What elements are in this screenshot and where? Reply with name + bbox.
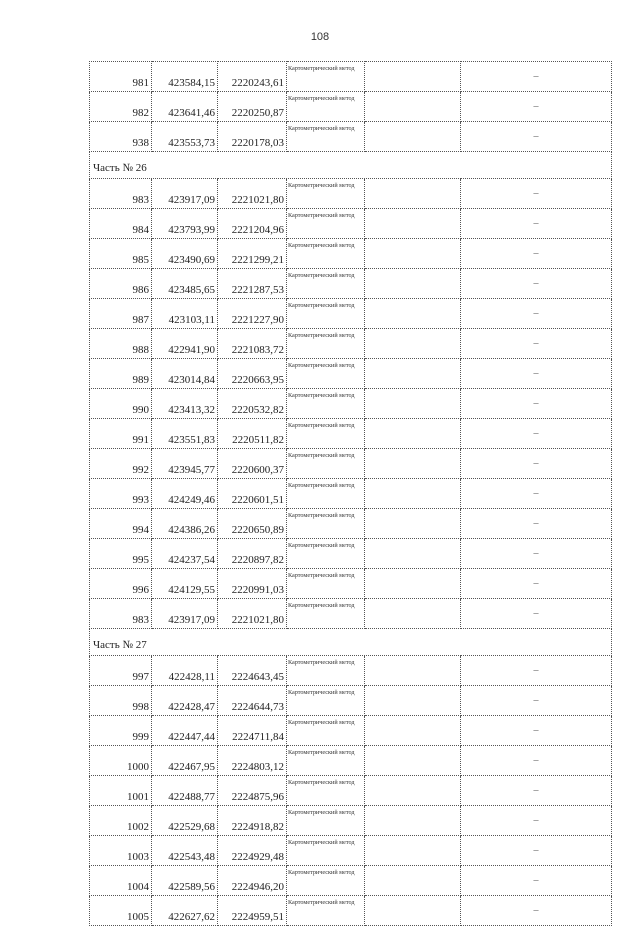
- table-row: [90, 479, 612, 509]
- method-cell: Картометрический метод: [287, 239, 365, 269]
- method-cell: Картометрический метод: [287, 686, 365, 716]
- empty-cell: [365, 896, 461, 926]
- table-row: [90, 299, 612, 329]
- y-coordinate-cell: 2220243,61: [218, 62, 287, 92]
- empty-cell: [365, 359, 461, 389]
- dash-cell: –: [461, 449, 612, 479]
- table-row: [90, 359, 612, 389]
- y-coordinate-cell: 2220650,89: [218, 509, 287, 539]
- dash-cell: –: [461, 656, 612, 686]
- x-coordinate-cell: 422589,56: [152, 866, 218, 896]
- empty-cell: [365, 299, 461, 329]
- y-coordinate-cell: 2221287,53: [218, 269, 287, 299]
- table-row: [90, 776, 612, 806]
- empty-cell: [365, 569, 461, 599]
- table-row: [90, 449, 612, 479]
- x-coordinate-cell: 423917,09: [152, 179, 218, 209]
- table-row: [90, 179, 612, 209]
- dash-cell: –: [461, 179, 612, 209]
- empty-cell: [365, 539, 461, 569]
- x-coordinate-cell: 424249,46: [152, 479, 218, 509]
- table-row: [90, 509, 612, 539]
- method-cell: Картометрический метод: [287, 92, 365, 122]
- dash-cell: –: [461, 359, 612, 389]
- table-row: [90, 239, 612, 269]
- method-cell: Картометрический метод: [287, 299, 365, 329]
- x-coordinate-cell: 424237,54: [152, 539, 218, 569]
- dash-cell: –: [461, 509, 612, 539]
- dash-cell: –: [461, 122, 612, 152]
- part-heading-row: [90, 629, 612, 656]
- point-number-cell: 988: [90, 329, 152, 359]
- y-coordinate-cell: 2220897,82: [218, 539, 287, 569]
- coordinates-table: [89, 61, 612, 926]
- empty-cell: [365, 62, 461, 92]
- dash-cell: –: [461, 62, 612, 92]
- empty-cell: [365, 746, 461, 776]
- x-coordinate-cell: 423553,73: [152, 122, 218, 152]
- point-number-cell: 996: [90, 569, 152, 599]
- x-coordinate-cell: 423945,77: [152, 449, 218, 479]
- table-row: [90, 539, 612, 569]
- table-row: [90, 896, 612, 926]
- x-coordinate-cell: 422529,68: [152, 806, 218, 836]
- y-coordinate-cell: 2224946,20: [218, 866, 287, 896]
- y-coordinate-cell: 2220511,82: [218, 419, 287, 449]
- dash-cell: –: [461, 539, 612, 569]
- method-cell: Картометрический метод: [287, 716, 365, 746]
- empty-cell: [365, 836, 461, 866]
- dash-cell: –: [461, 686, 612, 716]
- point-number-cell: 989: [90, 359, 152, 389]
- table-row: [90, 389, 612, 419]
- x-coordinate-cell: 423413,32: [152, 389, 218, 419]
- table-row: [90, 269, 612, 299]
- point-number-cell: 992: [90, 449, 152, 479]
- empty-cell: [365, 449, 461, 479]
- method-cell: Картометрический метод: [287, 419, 365, 449]
- empty-cell: [365, 419, 461, 449]
- empty-cell: [365, 209, 461, 239]
- point-number-cell: 1003: [90, 836, 152, 866]
- x-coordinate-cell: 422428,47: [152, 686, 218, 716]
- method-cell: Картометрический метод: [287, 509, 365, 539]
- x-coordinate-cell: 423490,69: [152, 239, 218, 269]
- table-row: [90, 62, 612, 92]
- empty-cell: [365, 92, 461, 122]
- x-coordinate-cell: 423485,65: [152, 269, 218, 299]
- y-coordinate-cell: 2224644,73: [218, 686, 287, 716]
- y-coordinate-cell: 2224875,96: [218, 776, 287, 806]
- y-coordinate-cell: 2224803,12: [218, 746, 287, 776]
- dash-cell: –: [461, 866, 612, 896]
- point-number-cell: 997: [90, 656, 152, 686]
- x-coordinate-cell: 423793,99: [152, 209, 218, 239]
- page-number: 108: [310, 31, 330, 43]
- dash-cell: –: [461, 599, 612, 629]
- table-row: [90, 209, 612, 239]
- point-number-cell: 938: [90, 122, 152, 152]
- part-label: Часть № 26: [90, 152, 612, 179]
- table-row: [90, 419, 612, 449]
- x-coordinate-cell: 423103,11: [152, 299, 218, 329]
- method-cell: Картометрический метод: [287, 209, 365, 239]
- y-coordinate-cell: 2220532,82: [218, 389, 287, 419]
- method-cell: Картометрический метод: [287, 569, 365, 599]
- x-coordinate-cell: 423584,15: [152, 62, 218, 92]
- point-number-cell: 983: [90, 599, 152, 629]
- method-cell: Картометрический метод: [287, 269, 365, 299]
- dash-cell: –: [461, 716, 612, 746]
- point-number-cell: 981: [90, 62, 152, 92]
- part-heading-row: [90, 152, 612, 179]
- point-number-cell: 998: [90, 686, 152, 716]
- dash-cell: –: [461, 389, 612, 419]
- table-row: [90, 569, 612, 599]
- point-number-cell: 1002: [90, 806, 152, 836]
- y-coordinate-cell: 2220600,37: [218, 449, 287, 479]
- method-cell: Картометрический метод: [287, 656, 365, 686]
- x-coordinate-cell: 423641,46: [152, 92, 218, 122]
- point-number-cell: 985: [90, 239, 152, 269]
- point-number-cell: 1001: [90, 776, 152, 806]
- dash-cell: –: [461, 479, 612, 509]
- empty-cell: [365, 776, 461, 806]
- y-coordinate-cell: 2224929,48: [218, 836, 287, 866]
- x-coordinate-cell: 423014,84: [152, 359, 218, 389]
- dash-cell: –: [461, 92, 612, 122]
- empty-cell: [365, 389, 461, 419]
- point-number-cell: 990: [90, 389, 152, 419]
- point-number-cell: 982: [90, 92, 152, 122]
- dash-cell: –: [461, 806, 612, 836]
- y-coordinate-cell: 2221021,80: [218, 599, 287, 629]
- y-coordinate-cell: 2221083,72: [218, 329, 287, 359]
- method-cell: Картометрический метод: [287, 122, 365, 152]
- empty-cell: [365, 269, 461, 299]
- dash-cell: –: [461, 269, 612, 299]
- dash-cell: –: [461, 569, 612, 599]
- method-cell: Картометрический метод: [287, 806, 365, 836]
- table-row: [90, 599, 612, 629]
- empty-cell: [365, 716, 461, 746]
- point-number-cell: 1005: [90, 896, 152, 926]
- y-coordinate-cell: 2220991,03: [218, 569, 287, 599]
- point-number-cell: 1000: [90, 746, 152, 776]
- x-coordinate-cell: 422543,48: [152, 836, 218, 866]
- table-row: [90, 656, 612, 686]
- x-coordinate-cell: 422627,62: [152, 896, 218, 926]
- x-coordinate-cell: 422488,77: [152, 776, 218, 806]
- dash-cell: –: [461, 299, 612, 329]
- y-coordinate-cell: 2220178,03: [218, 122, 287, 152]
- dash-cell: –: [461, 209, 612, 239]
- dash-cell: –: [461, 836, 612, 866]
- empty-cell: [365, 509, 461, 539]
- x-coordinate-cell: 423917,09: [152, 599, 218, 629]
- table-row: [90, 686, 612, 716]
- y-coordinate-cell: 2220250,87: [218, 92, 287, 122]
- coordinates-table-body: [90, 62, 612, 926]
- dash-cell: –: [461, 419, 612, 449]
- point-number-cell: 987: [90, 299, 152, 329]
- x-coordinate-cell: 422428,11: [152, 656, 218, 686]
- table-row: [90, 806, 612, 836]
- table-row: [90, 746, 612, 776]
- y-coordinate-cell: 2221021,80: [218, 179, 287, 209]
- y-coordinate-cell: 2221299,21: [218, 239, 287, 269]
- dash-cell: –: [461, 776, 612, 806]
- empty-cell: [365, 122, 461, 152]
- empty-cell: [365, 599, 461, 629]
- empty-cell: [365, 656, 461, 686]
- y-coordinate-cell: 2221227,90: [218, 299, 287, 329]
- y-coordinate-cell: 2224918,82: [218, 806, 287, 836]
- empty-cell: [365, 686, 461, 716]
- method-cell: Картометрический метод: [287, 866, 365, 896]
- method-cell: Картометрический метод: [287, 896, 365, 926]
- table-row: [90, 329, 612, 359]
- point-number-cell: 983: [90, 179, 152, 209]
- y-coordinate-cell: 2224959,51: [218, 896, 287, 926]
- empty-cell: [365, 179, 461, 209]
- point-number-cell: 984: [90, 209, 152, 239]
- method-cell: Картометрический метод: [287, 599, 365, 629]
- method-cell: Картометрический метод: [287, 449, 365, 479]
- table-row: [90, 122, 612, 152]
- dash-cell: –: [461, 746, 612, 776]
- x-coordinate-cell: 423551,83: [152, 419, 218, 449]
- y-coordinate-cell: 2220601,51: [218, 479, 287, 509]
- point-number-cell: 991: [90, 419, 152, 449]
- empty-cell: [365, 239, 461, 269]
- point-number-cell: 999: [90, 716, 152, 746]
- x-coordinate-cell: 422467,95: [152, 746, 218, 776]
- dash-cell: –: [461, 239, 612, 269]
- method-cell: Картометрический метод: [287, 836, 365, 866]
- point-number-cell: 986: [90, 269, 152, 299]
- table-row: [90, 92, 612, 122]
- method-cell: Картометрический метод: [287, 539, 365, 569]
- method-cell: Картометрический метод: [287, 389, 365, 419]
- dash-cell: –: [461, 329, 612, 359]
- point-number-cell: 1004: [90, 866, 152, 896]
- y-coordinate-cell: 2220663,95: [218, 359, 287, 389]
- y-coordinate-cell: 2224643,45: [218, 656, 287, 686]
- dash-cell: –: [461, 896, 612, 926]
- method-cell: Картометрический метод: [287, 329, 365, 359]
- table-row: [90, 716, 612, 746]
- method-cell: Картометрический метод: [287, 746, 365, 776]
- empty-cell: [365, 866, 461, 896]
- table-row: [90, 866, 612, 896]
- method-cell: Картометрический метод: [287, 179, 365, 209]
- method-cell: Картометрический метод: [287, 359, 365, 389]
- table-row: [90, 836, 612, 866]
- empty-cell: [365, 479, 461, 509]
- x-coordinate-cell: 422447,44: [152, 716, 218, 746]
- point-number-cell: 994: [90, 509, 152, 539]
- method-cell: Картометрический метод: [287, 479, 365, 509]
- empty-cell: [365, 329, 461, 359]
- point-number-cell: 995: [90, 539, 152, 569]
- empty-cell: [365, 806, 461, 836]
- point-number-cell: 993: [90, 479, 152, 509]
- method-cell: Картометрический метод: [287, 62, 365, 92]
- x-coordinate-cell: 422941,90: [152, 329, 218, 359]
- x-coordinate-cell: 424129,55: [152, 569, 218, 599]
- method-cell: Картометрический метод: [287, 776, 365, 806]
- y-coordinate-cell: 2224711,84: [218, 716, 287, 746]
- part-label: Часть № 27: [90, 629, 612, 656]
- x-coordinate-cell: 424386,26: [152, 509, 218, 539]
- y-coordinate-cell: 2221204,96: [218, 209, 287, 239]
